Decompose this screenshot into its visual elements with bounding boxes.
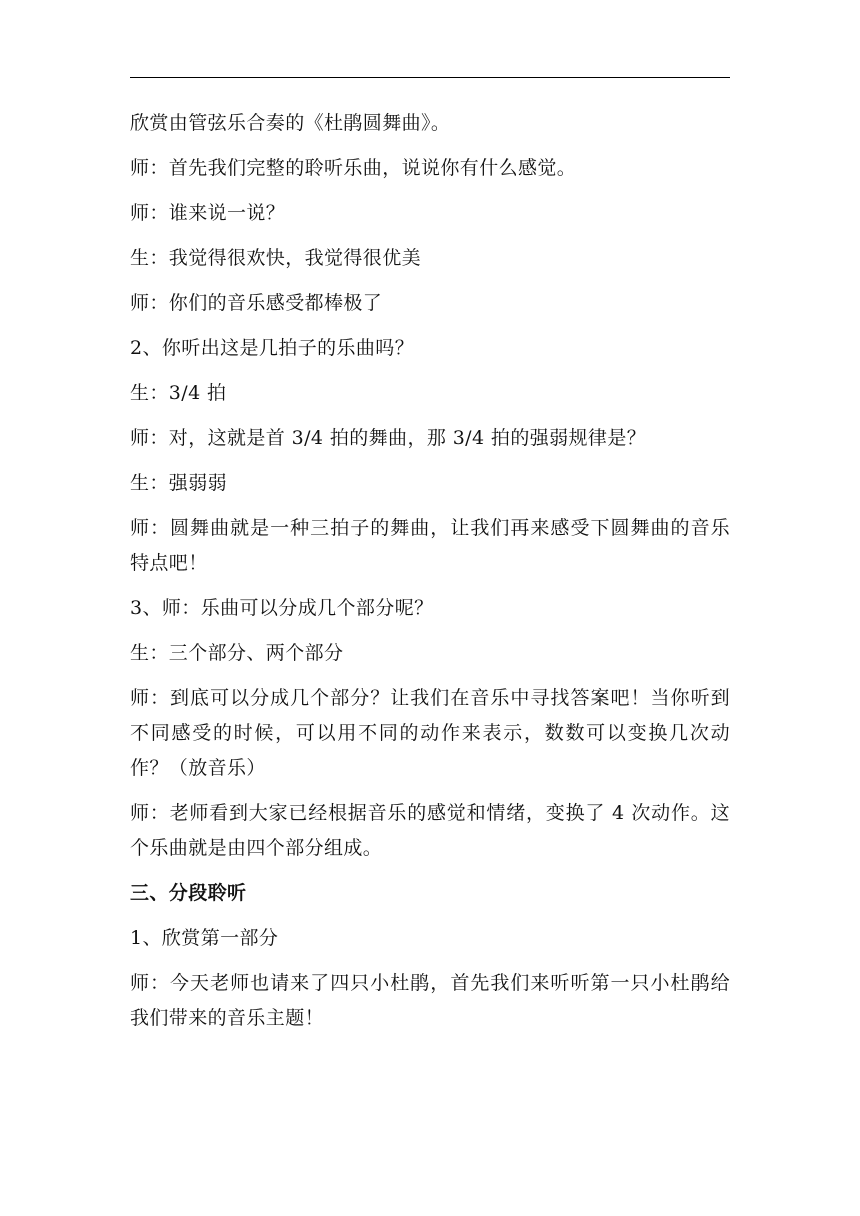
paragraph: 欣赏由管弦乐合奏的《杜鹃圆舞曲》。 [130,112,451,134]
paragraph: 师：今天老师也请来了四只小杜鹃，首先我们来听听第一只小杜鹃给我们带来的音乐主题！ [130,972,730,1029]
section-heading: 三、分段聆听 [130,882,247,904]
paragraph: 师：老师看到大家已经根据音乐的感觉和情绪，变换了 4 次动作。这个乐曲就是由四个部分组成。 [130,802,730,859]
paragraph: 师：你们的音乐感受都棒极了 [130,292,383,314]
paragraph: 师：谁来说一说？ [130,202,286,224]
paragraph: 3、师：乐曲可以分成几个部分呢？ [130,597,434,619]
paragraph: 师：首先我们完整的聆听乐曲，说说你有什么感觉。 [130,157,577,179]
paragraph: 生：3/4 拍 [130,382,227,404]
paragraph: 2、你听出这是几拍子的乐曲吗？ [130,337,415,359]
paragraph: 生：我觉得很欢快，我觉得很优美 [130,247,422,269]
paragraph: 生：强弱弱 [130,472,228,494]
paragraph: 师：到底可以分成几个部分？让我们在音乐中寻找答案吧！当你听到不同感受的时候，可以用不同的动作来表示，数数可以变换几次动作？（放音乐） [130,687,730,779]
document-body [130,106,730,1046]
header-rule [130,77,730,78]
paragraph: 1、欣赏第一部分 [130,927,279,949]
paragraph: 师：圆舞曲就是一种三拍子的舞曲，让我们再来感受下圆舞曲的音乐特点吧！ [130,517,730,574]
paragraph: 生：三个部分、两个部分 [130,642,344,664]
paragraph: 师：对，这就是首 3/4 拍的舞曲，那 3/4 拍的强弱规律是？ [130,427,647,449]
